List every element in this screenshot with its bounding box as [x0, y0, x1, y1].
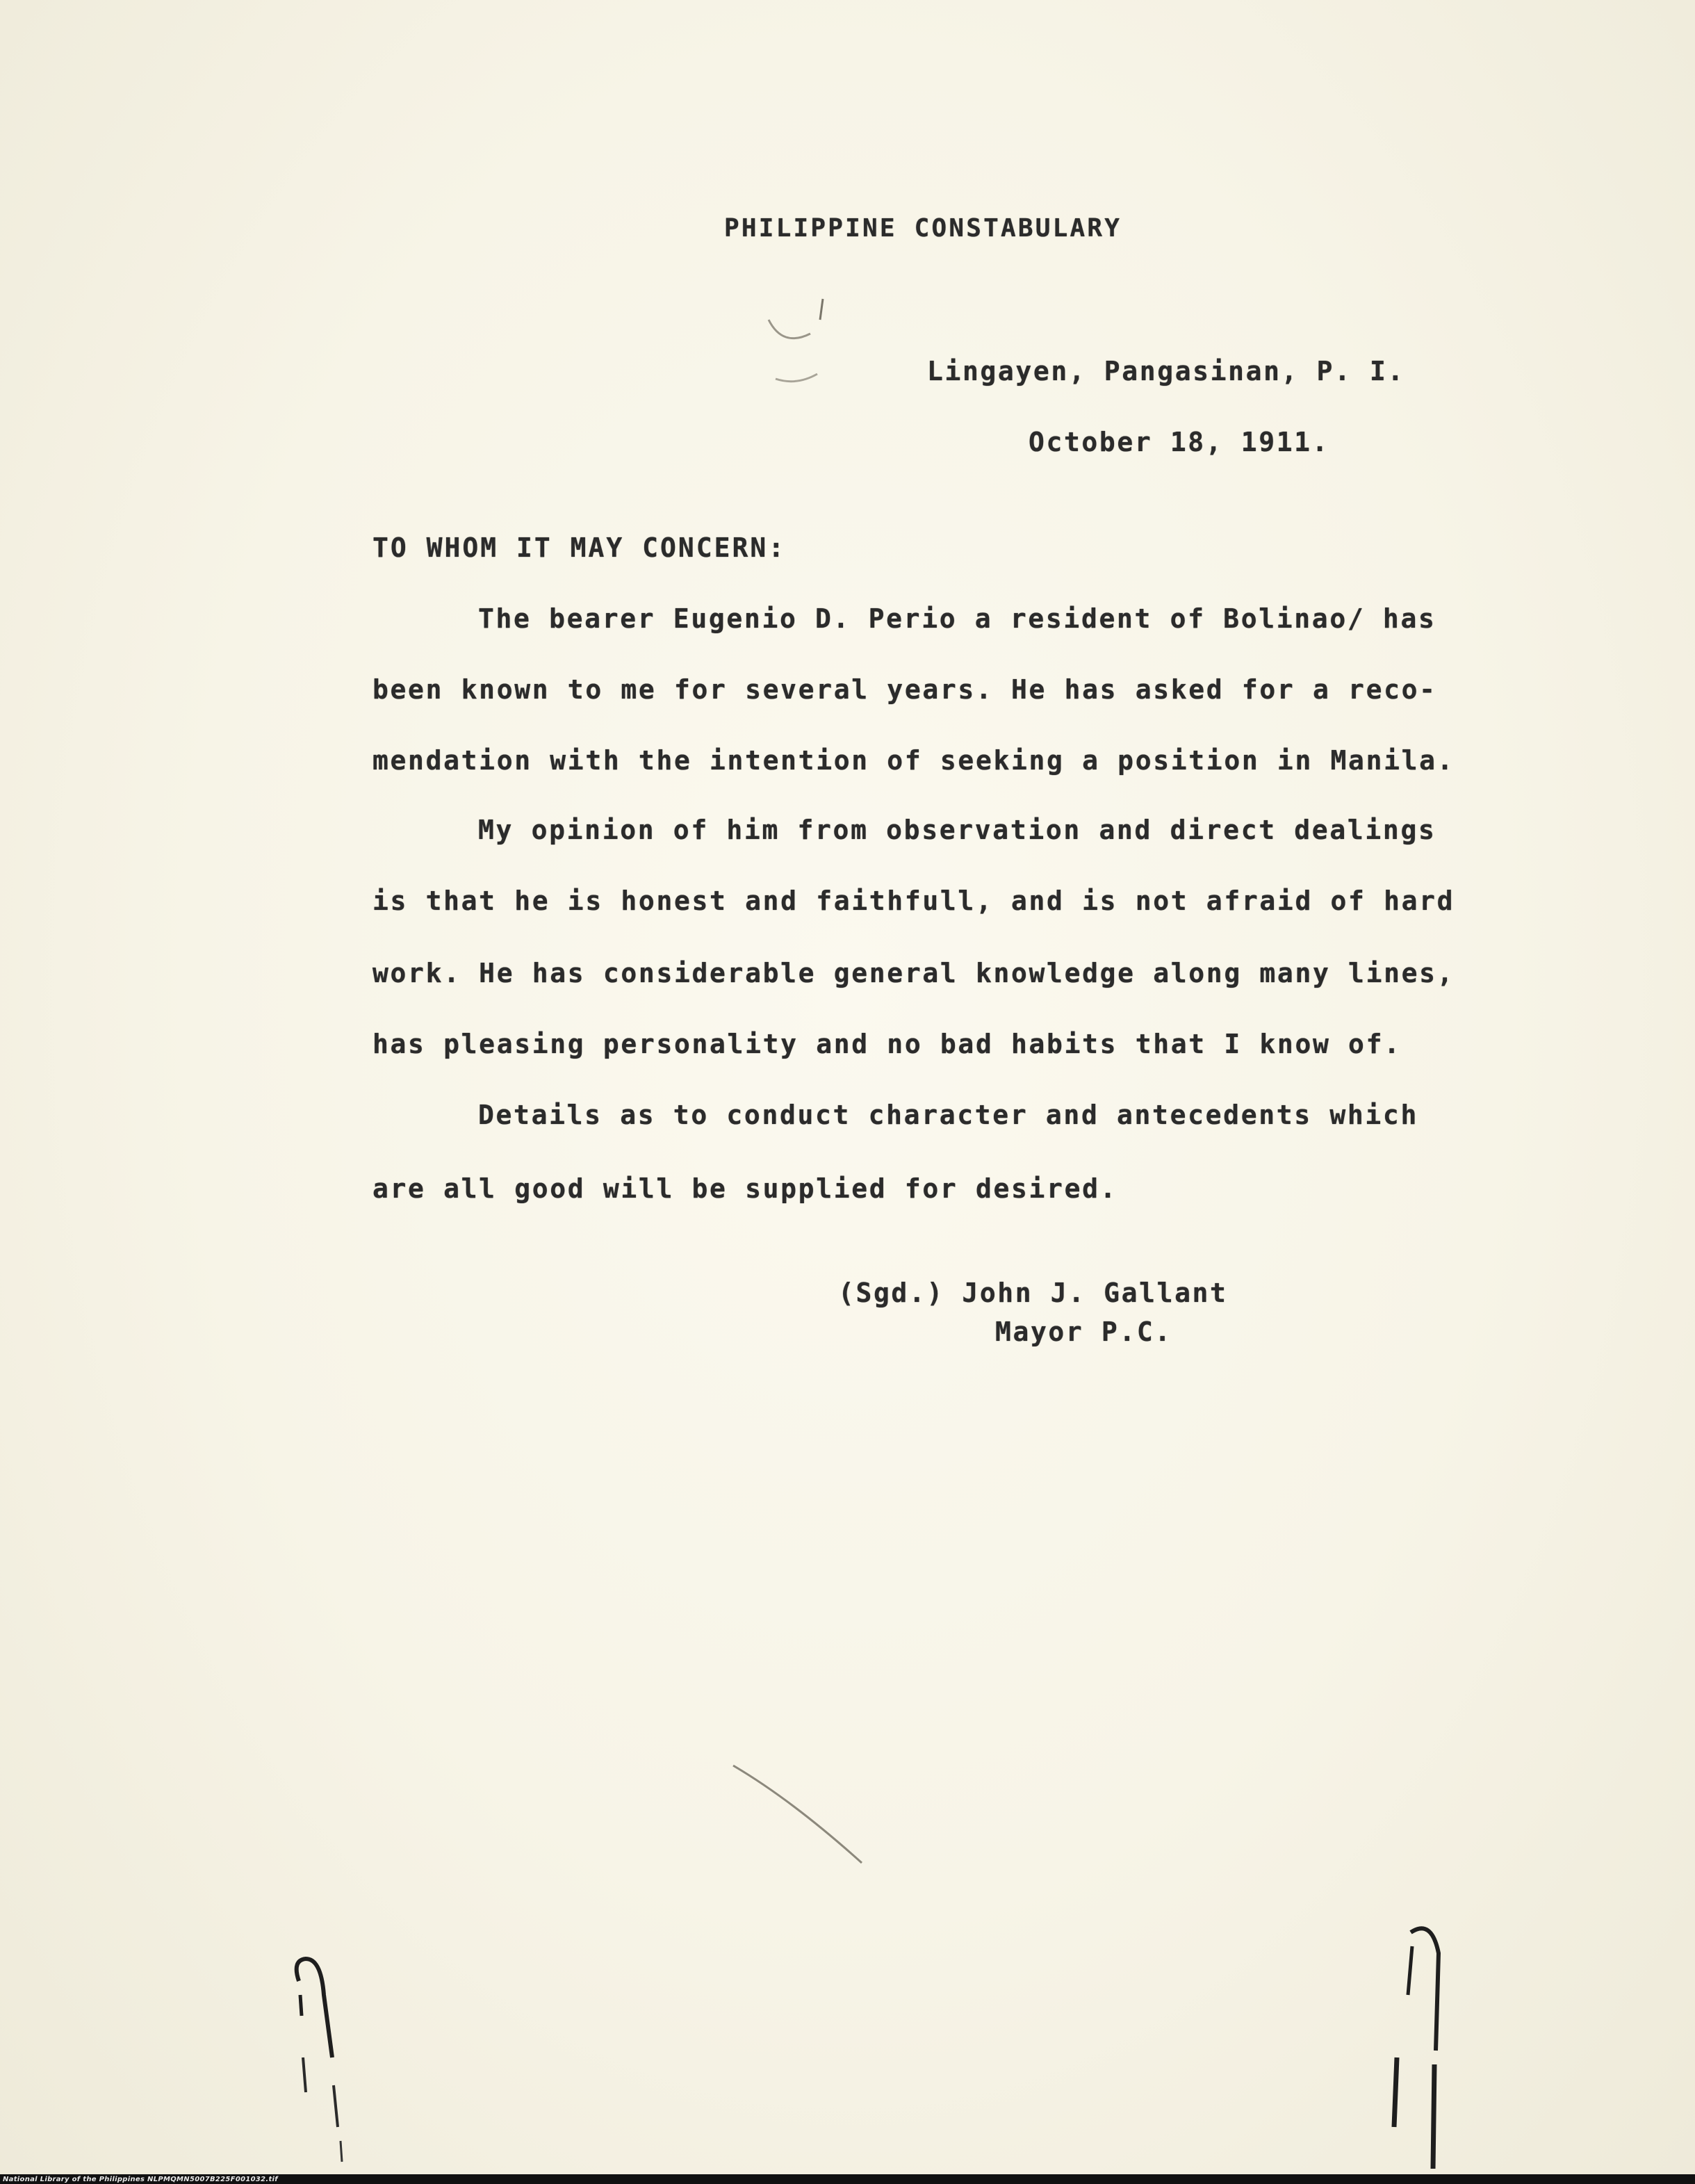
- body-line: are all good will be supplied for desired.: [372, 1173, 1118, 1204]
- body-line: work. He has considerable general knowledge along many lines,: [372, 958, 1455, 988]
- fastener-mark-left: [278, 1953, 354, 2176]
- signature-line: (Sgd.) John J. Gallant: [838, 1278, 1228, 1308]
- scan-mark-bottom: [730, 1759, 883, 1870]
- letter-place: Lingayen, Pangasinan, P. I.: [927, 356, 1405, 386]
- letter-salutation: TO WHOM IT MAY CONCERN:: [372, 532, 787, 563]
- body-line: been known to me for several years. He has asked for a reco-: [372, 674, 1437, 705]
- body-line: has pleasing personality and no bad habits that I know of.: [372, 1029, 1402, 1059]
- archive-footer-text: National Library of the Philippines NLPMQMN5007B225F001032.tif: [3, 2176, 278, 2183]
- scan-mark-top: [762, 292, 845, 389]
- fastener-mark-right: [1369, 1918, 1452, 2176]
- archive-footer-bar: [0, 2174, 1695, 2184]
- signature-title: Mayor P.C.: [995, 1317, 1172, 1347]
- body-line: Details as to conduct character and antecedents which: [478, 1100, 1418, 1130]
- body-line: My opinion of him from observation and direct dealings: [478, 815, 1436, 845]
- body-line: is that he is honest and faithfull, and is not afraid of hard: [372, 886, 1455, 916]
- body-line: The bearer Eugenio D. Perio a resident of Bolinao/ has: [478, 603, 1436, 634]
- letterhead-title: PHILIPPINE CONSTABULARY: [724, 214, 1122, 243]
- letter-date: October 18, 1911.: [1029, 427, 1330, 457]
- body-line: mendation with the intention of seeking a position in Manila.: [372, 745, 1455, 776]
